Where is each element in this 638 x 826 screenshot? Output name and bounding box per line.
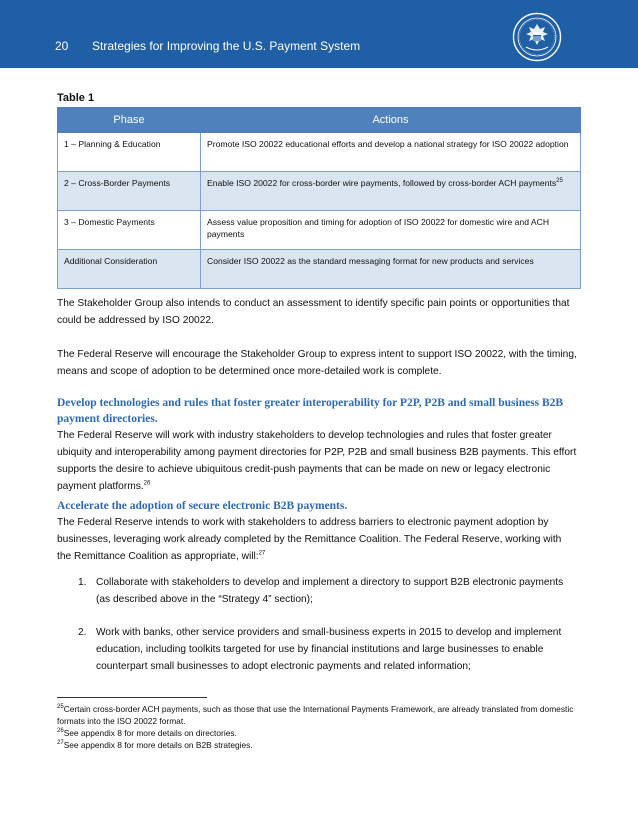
- table-row: [58, 250, 581, 289]
- footnote-ref: 25: [556, 178, 563, 185]
- federal-reserve-seal-icon: [512, 12, 562, 62]
- paragraph-encourage: The Federal Reserve will encourage the Stakeholder Group to express intent to support ISO 20022, with the timing, means and scope of adoption to be determined once more-detailed work is complete.: [57, 349, 577, 377]
- phase-cell: 1 – Planning & Education: [58, 133, 201, 172]
- column-header-actions: Actions: [201, 108, 581, 133]
- phase-cell: Additional Consideration: [58, 250, 201, 289]
- section-heading-directories: Develop technologies and rules that foster greater interoperability for P2P, P2B and small business B2B payment directories.: [57, 397, 564, 425]
- footnote-divider: [57, 697, 207, 698]
- table-row: [58, 133, 581, 172]
- header-title: Strategies for Improving the U.S. Payment System: [92, 39, 361, 53]
- table-row: [58, 211, 581, 250]
- phase-cell: 3 – Domestic Payments: [58, 211, 201, 250]
- table-row: [58, 172, 581, 211]
- actions-cell: Promote ISO 20022 educational efforts and develop a national strategy for ISO 20022 adoption: [201, 133, 581, 172]
- table-label: Table 1: [57, 92, 95, 104]
- paragraph-b2b: The Federal Reserve intends to work with stakeholders to address barriers to electronic payment adoption by businesses, leveraging work already completed by the Remittance Coalition. The Federal Reserve, working with the Remittance Coalition as appropriate, will:$^{27}$: [57, 517, 562, 562]
- section-heading-b2b: Accelerate the adoption of secure electronic B2B payments.: [57, 500, 348, 512]
- page-header: [0, 0, 638, 68]
- paragraph-assessment: The Stakeholder Group also intends to conduct an assessment to identify specific pain points or opportunities that could be addressed by ISO 20022.: [57, 298, 570, 326]
- footnote-26: $^{26}$See appendix 8 for more details on directories.: [57, 728, 237, 738]
- phase-actions-table: [57, 107, 581, 289]
- page-number: 20: [55, 39, 69, 53]
- actions-cell: Consider ISO 20022 as the standard messaging format for new products and services: [201, 250, 581, 289]
- actions-cell: Enable ISO 20022 for cross-border wire payments, followed by cross-border ACH payments$^{25}$: [201, 172, 581, 211]
- phase-cell: 2 – Cross-Border Payments: [58, 172, 201, 211]
- actions-cell: Assess value proposition and timing for adoption of ISO 20022 for domestic wire and ACH payments: [201, 211, 581, 250]
- footnote-27: $^{27}$See appendix 8 for more details on B2B strategies.: [57, 740, 253, 750]
- footnote-25: $^{25}$Certain cross-border ACH payments, such as those that use the International Payments Framework, are already translated from domestic formats into the ISO 20022 format.: [57, 704, 574, 726]
- paragraph-directories: The Federal Reserve will work with industry stakeholders to develop technologies and rules that foster greater ubiquity and interoperability among payment directories for P2P, P2B and small business B2B payments. This effort supports the desire to achieve ubiquitous credit-push payments that can be made on new or legacy electronic payment platforms.$^{26}$: [57, 430, 577, 492]
- column-header-phase: Phase: [58, 108, 201, 133]
